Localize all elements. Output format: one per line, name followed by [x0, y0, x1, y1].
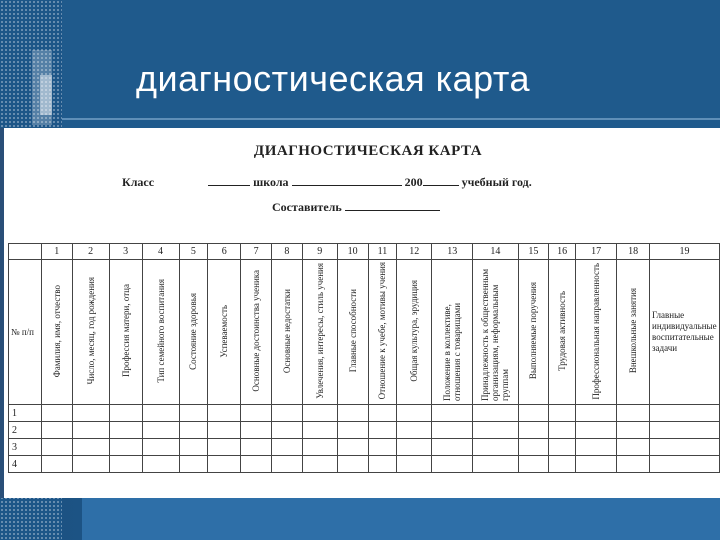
column-header-label: Выполняемые поручения — [528, 282, 539, 380]
column-header-label: Трудовая активность — [557, 291, 568, 371]
column-number: 16 — [549, 244, 576, 260]
column-header — [302, 260, 337, 405]
column-number: 15 — [518, 244, 549, 260]
column-header-label: Основные недостатки — [281, 288, 292, 374]
column-number: 8 — [271, 244, 302, 260]
column-header — [271, 260, 302, 405]
bottom-decorative-band — [82, 498, 720, 540]
left-accent-bar-inner — [40, 75, 52, 115]
column-header-label: Состояние здоровья — [188, 292, 199, 370]
column-header-label: Тип семейного воспитания — [155, 279, 166, 383]
column-number: 12 — [397, 244, 432, 260]
column-header — [549, 260, 576, 405]
column-number: 7 — [241, 244, 272, 260]
column-number: 6 — [208, 244, 241, 260]
column-number: 3 — [109, 244, 142, 260]
slide-title: диагностическая карта — [136, 58, 531, 99]
column-header-label: Отношение к учебе, мотивы учения — [377, 262, 388, 400]
column-header-number — [9, 260, 42, 405]
school-label: школа — [253, 175, 289, 189]
column-header — [650, 260, 720, 405]
column-number-blank — [9, 244, 42, 260]
column-header-label: Профессия матери, отца — [120, 284, 131, 378]
year-suffix: учебный год. — [461, 175, 532, 189]
column-number: 19 — [650, 244, 720, 260]
column-header — [179, 260, 208, 405]
column-number: 10 — [337, 244, 368, 260]
column-number: 2 — [72, 244, 109, 260]
column-number: 11 — [368, 244, 397, 260]
column-header — [72, 260, 109, 405]
row-number: 3 — [9, 439, 42, 456]
column-header — [518, 260, 549, 405]
column-header — [241, 260, 272, 405]
table-row — [9, 422, 720, 439]
column-header-label: Основные достоинства ученика — [251, 270, 262, 392]
class-blank-line — [208, 176, 250, 186]
column-header — [473, 260, 518, 405]
column-header — [368, 260, 397, 405]
class-label: Класс — [122, 175, 155, 189]
column-header — [397, 260, 432, 405]
column-header-label: Профессиональная направленность — [591, 262, 602, 400]
column-header — [576, 260, 617, 405]
column-header — [41, 260, 72, 405]
column-header — [142, 260, 179, 405]
year-blank — [423, 176, 459, 186]
table-row — [9, 439, 720, 456]
row-number: 2 — [9, 422, 42, 439]
column-header-label: Общая культура, эрудиция — [409, 280, 420, 382]
column-header-label: Фамилия, имя, отчество — [51, 284, 62, 378]
column-header — [109, 260, 142, 405]
column-header-label: Положение в коллективе, отношения с товарищами — [442, 302, 463, 401]
column-header-label: Главные способности — [347, 289, 358, 373]
column-header-label: Принадлежность к общественным организациям, неформальным группам — [480, 268, 511, 401]
column-number-row — [9, 244, 720, 260]
column-header — [432, 260, 473, 405]
column-number: 14 — [473, 244, 518, 260]
column-header — [617, 260, 650, 405]
column-header-label: Увлечения, интересы, стиль учения — [314, 263, 325, 399]
column-number: 17 — [576, 244, 617, 260]
compiler-label: Составитель — [272, 200, 342, 214]
row-number: 1 — [9, 405, 42, 422]
column-header-row — [9, 260, 720, 405]
column-number: 1 — [41, 244, 72, 260]
title-divider — [62, 118, 720, 120]
column-number: 9 — [302, 244, 337, 260]
diagnostic-table — [8, 243, 720, 473]
year-prefix: 200 — [404, 175, 423, 189]
column-header-label: Внешкольные занятия — [628, 288, 639, 374]
column-number: 18 — [617, 244, 650, 260]
column-number: 4 — [142, 244, 179, 260]
column-number: 5 — [179, 244, 208, 260]
table-row — [9, 405, 720, 422]
class-school-line — [122, 175, 532, 190]
compiler-line — [272, 200, 440, 215]
column-header — [337, 260, 368, 405]
class-blank — [157, 176, 205, 186]
column-header — [208, 260, 241, 405]
document-scan — [0, 128, 720, 498]
row-number: 4 — [9, 456, 42, 473]
compiler-blank — [345, 201, 440, 211]
table-row — [9, 456, 720, 473]
column-header-label: Главные индивидуальные воспитательные задачи — [652, 310, 717, 353]
column-header-label: Успеваемость — [219, 304, 230, 358]
column-header-label: № п/п — [11, 326, 34, 337]
document-heading: ДИАГНОСТИЧЕСКАЯ КАРТА — [253, 143, 483, 159]
column-number: 13 — [432, 244, 473, 260]
school-blank — [292, 176, 402, 186]
column-header-label: Число, месяц, год рождения — [85, 277, 96, 385]
